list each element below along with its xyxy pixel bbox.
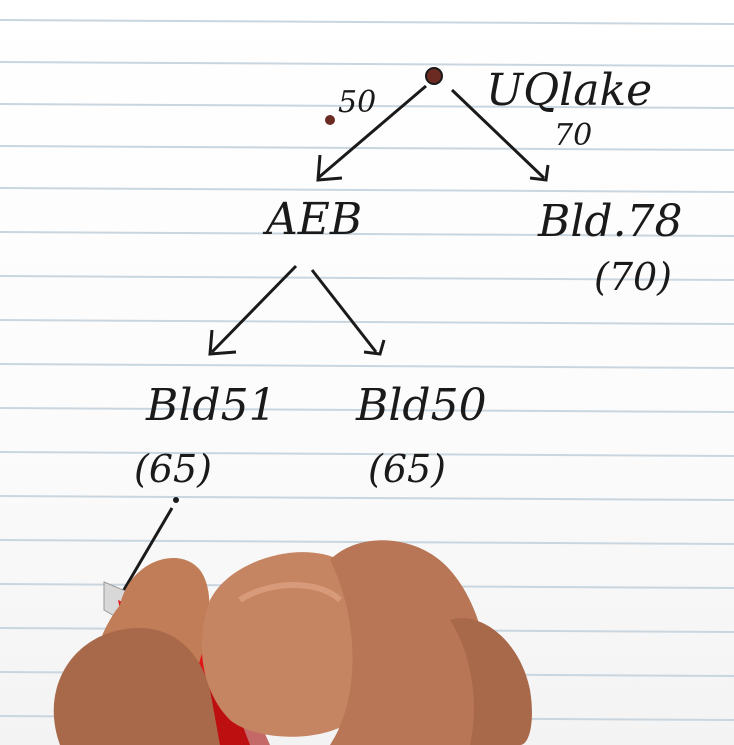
node-bld78-value: (70) [594, 255, 673, 299]
node-aeb-label: AEB [266, 194, 363, 245]
node-bld51-label: Bld51 [146, 380, 277, 431]
ink-dot [173, 497, 179, 503]
edge-label-dot [325, 115, 335, 125]
root-node-dot [426, 68, 442, 84]
edge-aeb-to-bld51 [212, 266, 296, 352]
root-label: UQlake [486, 65, 653, 116]
node-bld50-value: (65) [368, 447, 447, 491]
node-bld50-label: Bld50 [356, 380, 487, 431]
node-bld78-label: Bld.78 [538, 196, 683, 247]
edge-label-left: 50 [338, 85, 377, 120]
hand-holding-marker [54, 540, 532, 745]
edge-label-right: 70 [554, 118, 593, 153]
edge-aeb-to-bld50 [312, 270, 376, 352]
node-bld51-value: (65) [134, 447, 213, 491]
